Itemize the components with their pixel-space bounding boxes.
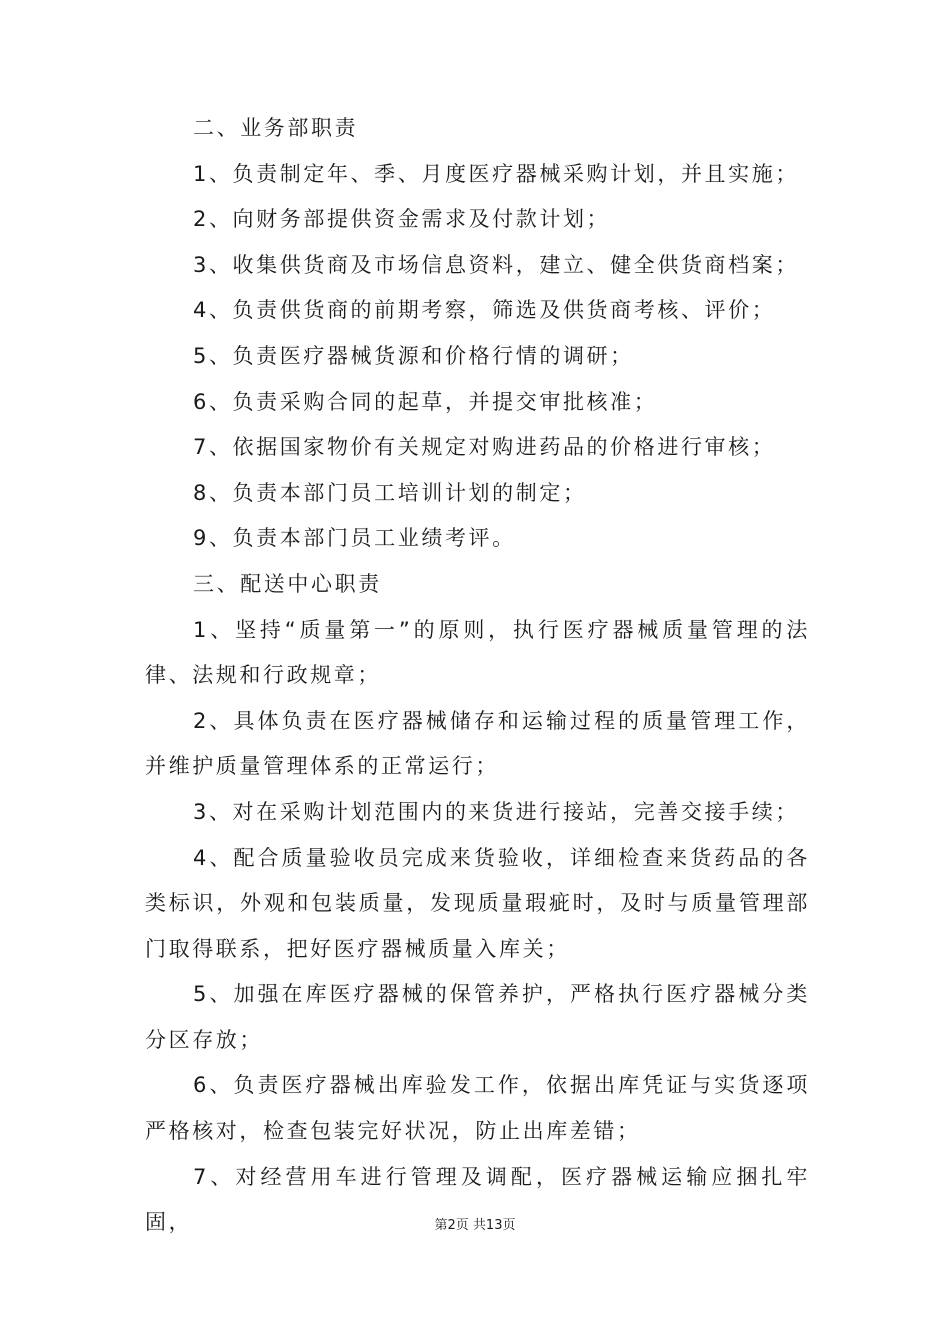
paragraph: 2、向财务部提供资金需求及付款计划； (193, 207, 611, 232)
paragraph: 3、对在采购计划范围内的来货进行接站，完善交接手续； (193, 799, 799, 824)
paragraph: 7、依据国家物价有关规定对购进药品的价格进行审核； (193, 435, 776, 460)
paragraph: 5、加强在库医疗器械的保管养护，严格执行医疗器械分类分区存放； (145, 982, 810, 1052)
page-number-footer: 第2页 共13页 (434, 1218, 516, 1233)
section-heading-business-dept: 二、业务部职责 (193, 116, 359, 140)
paragraph: 9、负责本部门员工业绩考评。 (193, 526, 516, 551)
paragraph: 6、负责采购合同的起草，并提交审批核准； (193, 389, 658, 414)
paragraph: 6、负责医疗器械出库验发工作，依据出库凭证与实货逐项严格核对，检查包装完好状况，防止出库差错； (145, 1073, 810, 1144)
paragraph: 1、坚持“质量第一”的原则，执行医疗器械质量管理的法律、法规和行政规章； (145, 617, 810, 688)
paragraph: 5、负责医疗器械货源和价格行情的调研； (193, 343, 634, 368)
paragraph: 1、负责制定年、季、月度医疗器械采购计划，并且实施； (193, 161, 799, 186)
paragraph: 4、配合质量验收员完成来货验收，详细检查来货药品的各类标识，外观和包装质量，发现质量瑕疵时，及时与质量管理部门取得联系，把好医疗器械质量入库关； (145, 845, 810, 961)
paragraph: 7、对经营用车进行管理及调配，医疗器械运输应捆扎牢固， (145, 1164, 810, 1235)
paragraph: 3、收集供货商及市场信息资料，建立、健全供货商档案； (193, 252, 799, 277)
section-heading-distribution-center: 三、配送中心职责 (193, 571, 382, 596)
paragraph: 4、负责供货商的前期考察，筛选及供货商考核、评价； (193, 298, 776, 323)
paragraph: 2、具体负责在医疗器械储存和运输过程的质量管理工作，并维护质量管理体系的正常运行； (145, 708, 810, 779)
document-body (145, 106, 810, 1246)
paragraph: 8、负责本部门员工培训计划的制定； (193, 480, 587, 505)
